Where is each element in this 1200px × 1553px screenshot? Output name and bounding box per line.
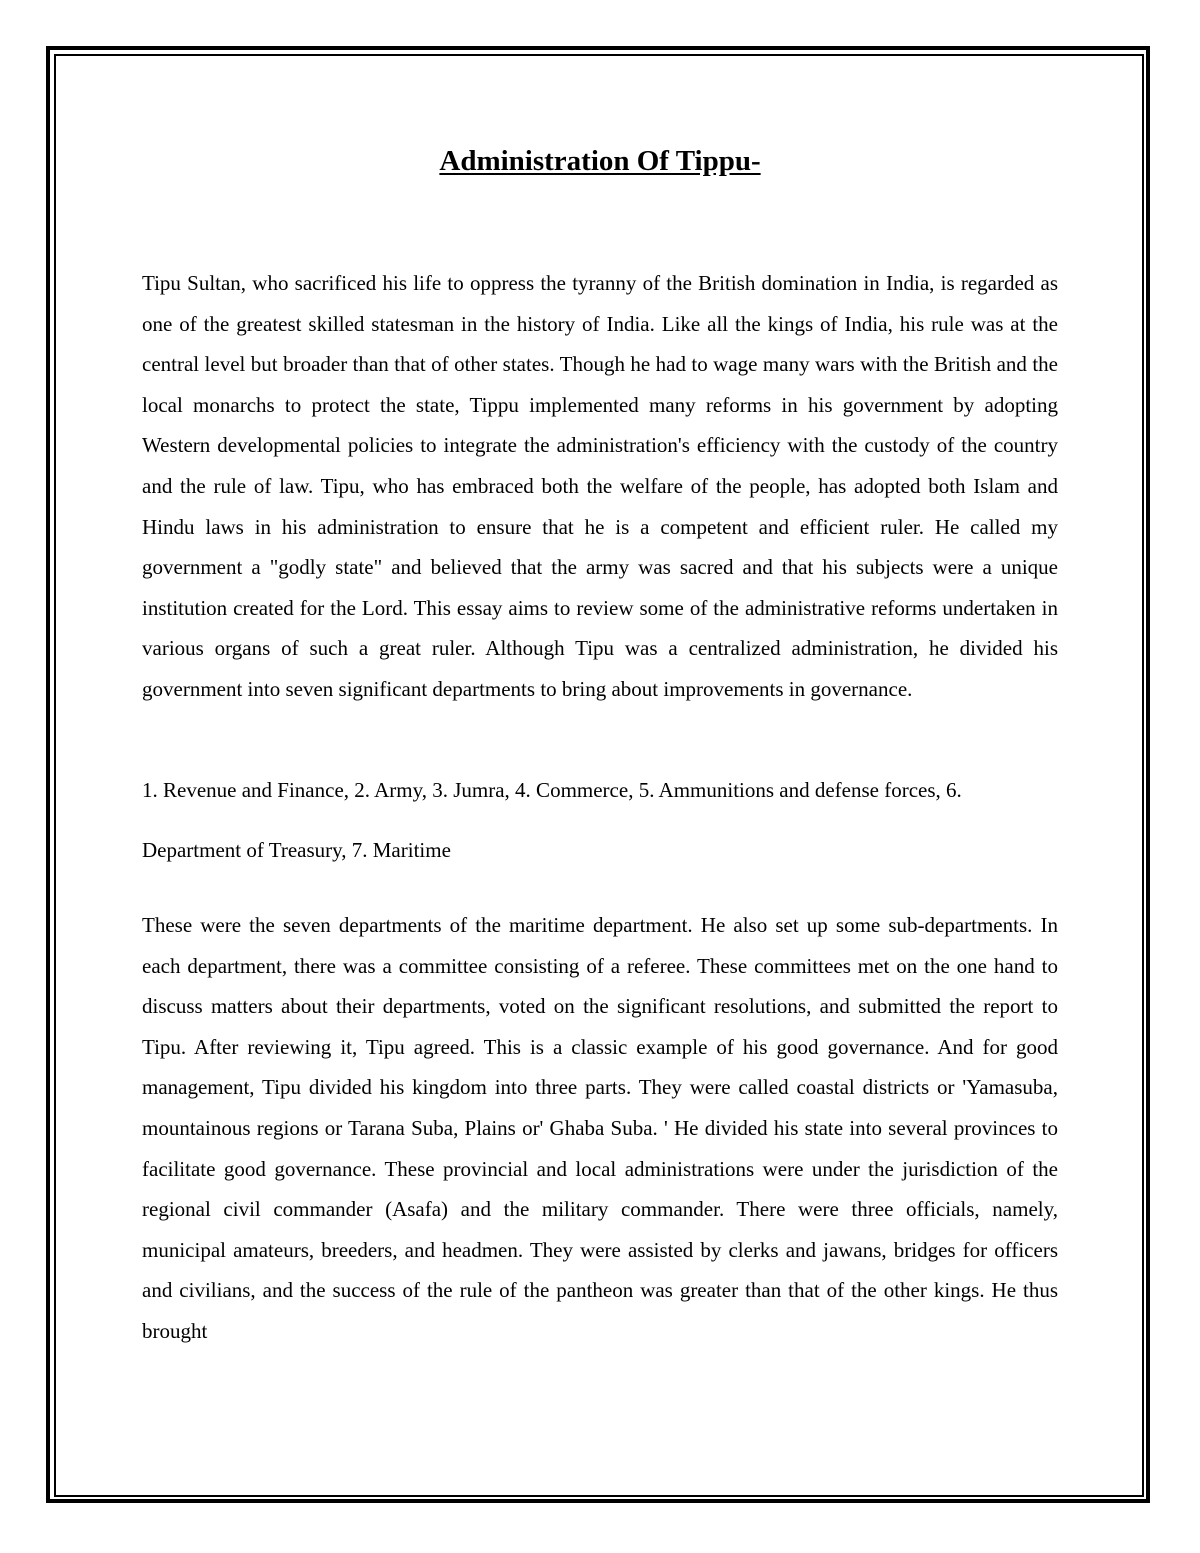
paragraph-introduction: Tipu Sultan, who sacrificed his life to oppress the tyranny of the British domination in India, is regarded as one of the greatest skilled statesman in the history of India. Like all the kings of India, his rule was at the central level but broader than that of other states. Though he had to wage many wars with the British and the local monarchs to protect the state, Tippu implemented many reforms in his government by adopting Western developmental policies to integrate the administration's efficiency with the custody of the country and the rule of law. Tipu, who has embraced both the welfare of the people, has adopted both Islam and Hindu laws in his administration to ensure that he is a competent and efficient ruler. He called my government a "godly state" and believed that the army was sacred and that his subjects were a unique institution created for the Lord. This essay aims to review some of the administrative reforms undertaken in various organs of such a great ruler. Although Tipu was a centralized administration, he divided his government into seven significant departments to bring about improvements in governance. <box>142 271 1058 701</box>
paragraph-department-list-continued: Department of Treasury, 7. Maritime <box>142 838 451 862</box>
paragraph-sub-departments: These were the seven departments of the maritime department. He also set up some sub-departments. In each department, there was a committee consisting of a referee. These committees met on the one hand to discuss matters about their departments, voted on the significant resolutions, and submitted the report to Tipu. After reviewing it, Tipu agreed. This is a classic example of his good governance. And for good management, Tipu divided his kingdom into three parts. They were called coastal districts or 'Yamasuba, mountainous regions or Tarana Suba, Plains or' Ghaba Suba. ' He divided his state into several provinces to facilitate good governance. These provincial and local administrations were under the jurisdiction of the regional civil commander (Asafa) and the military commander. There were three officials, namely, municipal amateurs, breeders, and headmen. They were assisted by clerks and jawans, bridges for officers and civilians, and the success of the rule of the pantheon was greater than that of the other kings. He thus brought <box>142 913 1058 1343</box>
paragraph-department-list: 1. Revenue and Finance, 2. Army, 3. Jumra, 4. Commerce, 5. Ammunitions and defense forces, 6. <box>142 778 962 802</box>
document-title: Administration Of Tippu- <box>439 145 761 177</box>
